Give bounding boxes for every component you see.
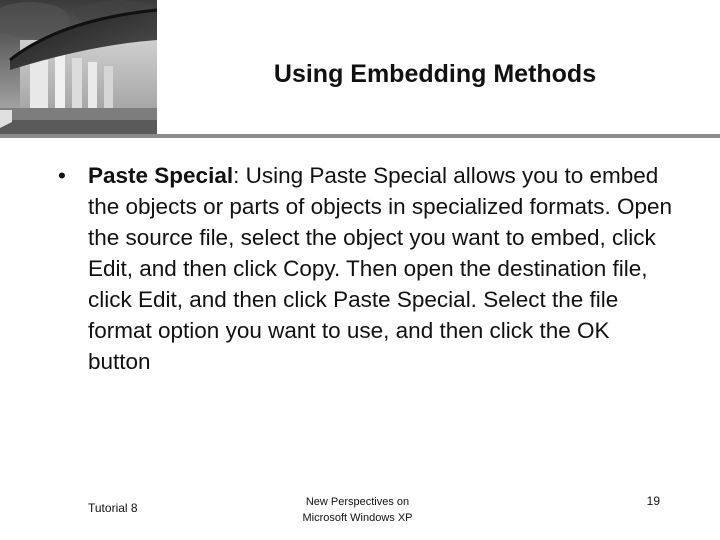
page-number: 19 bbox=[646, 494, 660, 508]
slide-content bbox=[58, 160, 678, 377]
bullet-term: Paste Special bbox=[88, 163, 234, 188]
footer-book-title bbox=[270, 494, 445, 526]
footer-tutorial-label: Tutorial 8 bbox=[88, 501, 138, 515]
bullet-body: : Using Paste Special allows you to embed the objects or parts of objects in specialized formats. Open the source file, select the object you want to embed, click Edit, and then click Copy. Then open the destination file, click Edit, and then click Paste Special. Select the file format option you want to use, and then click the OK button bbox=[88, 163, 673, 374]
bullet-text bbox=[88, 160, 678, 377]
footer-book-title-line2: Microsoft Windows XP bbox=[302, 512, 413, 524]
slide-title: Using Embedding Methods bbox=[273, 60, 597, 88]
footer-book-title-line1: New Perspectives on bbox=[305, 496, 410, 508]
header-photo bbox=[0, 0, 157, 136]
bullet-item bbox=[58, 160, 678, 377]
header-rule bbox=[0, 134, 720, 138]
bullet-dot: • bbox=[58, 163, 66, 188]
